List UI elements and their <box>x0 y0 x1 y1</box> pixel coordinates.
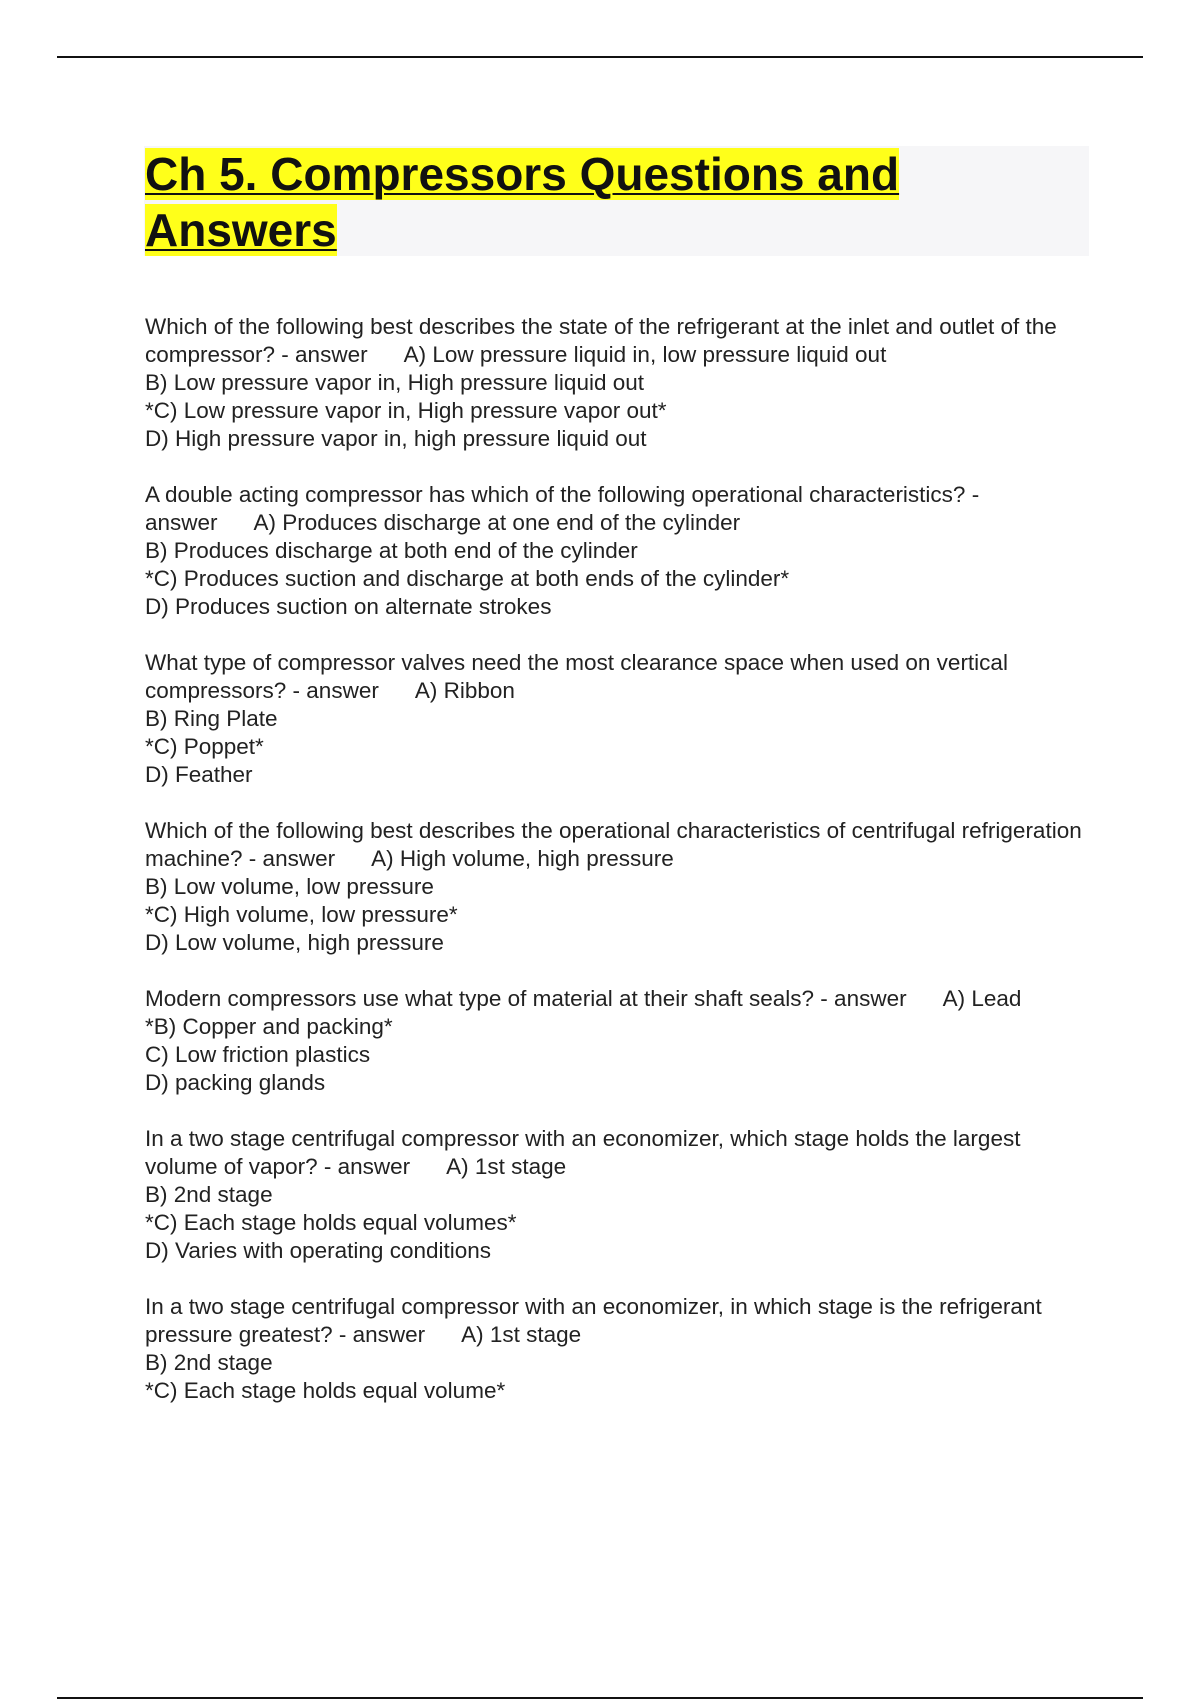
option-b: B) Ring Plate <box>145 706 278 731</box>
question-text: In a two stage centrifugal compressor with an economizer, which stage holds the largest volume of vapor? - answer <box>145 1126 1021 1179</box>
page-title: Ch 5. Compressors Questions and Answers <box>145 148 900 256</box>
option-d: D) packing glands <box>145 1070 326 1095</box>
option-b: *B) Copper and packing* <box>145 1014 393 1039</box>
option-d: D) Feather <box>145 762 253 787</box>
question-text: Modern compressors use what type of material at their shaft seals? - answer <box>145 986 907 1011</box>
option-b: B) Low volume, low pressure <box>145 874 434 899</box>
option-a: A) 1st stage <box>446 1154 567 1179</box>
option-a: A) High volume, high pressure <box>371 846 674 871</box>
option-a: A) Produces discharge at one end of the cylinder <box>253 510 741 535</box>
option-b: B) Low pressure vapor in, High pressure liquid out <box>145 370 644 395</box>
option-c: *C) Each stage holds equal volumes* <box>145 1210 517 1235</box>
option-c: *C) High volume, low pressure* <box>145 902 458 927</box>
option-d: D) High pressure vapor in, high pressure liquid out <box>145 426 647 451</box>
question-text: In a two stage centrifugal compressor with an economizer, in which stage is the refrigerant pressure greatest? - answer <box>145 1294 1042 1347</box>
option-d: D) Varies with operating conditions <box>145 1238 492 1263</box>
question-item <box>145 985 1095 1097</box>
option-b: B) 2nd stage <box>145 1182 273 1207</box>
top-rule <box>57 56 1143 58</box>
option-a: A) Ribbon <box>414 678 515 703</box>
option-a: A) Lead <box>942 986 1022 1011</box>
option-c: C) Low friction plastics <box>145 1042 371 1067</box>
question-item <box>145 649 1095 789</box>
question-item <box>145 313 1095 453</box>
question-text: A double acting compressor has which of the following operational characteristics? - answer <box>145 482 980 535</box>
option-a: A) Low pressure liquid in, low pressure liquid out <box>403 342 887 367</box>
question-item <box>145 1125 1095 1265</box>
option-d: D) Low volume, high pressure <box>145 930 444 955</box>
option-d: D) Produces suction on alternate strokes <box>145 594 552 619</box>
question-item <box>145 481 1095 621</box>
option-c: *C) Produces suction and discharge at both ends of the cylinder* <box>145 566 790 591</box>
option-c: *C) Poppet* <box>145 734 264 759</box>
question-text: What type of compressor valves need the most clearance space when used on vertical compressors? - answer <box>145 650 1008 703</box>
option-c: *C) Each stage holds equal volume* <box>145 1378 506 1403</box>
question-item <box>145 817 1095 957</box>
question-list <box>145 313 1095 1433</box>
option-b: B) Produces discharge at both end of the cylinder <box>145 538 638 563</box>
question-text: Which of the following best describes the state of the refrigerant at the inlet and outlet of the compressor? - answer <box>145 314 1057 367</box>
option-b: B) 2nd stage <box>145 1350 273 1375</box>
bottom-rule <box>57 1697 1143 1699</box>
option-c: *C) Low pressure vapor in, High pressure vapor out* <box>145 398 667 423</box>
option-a: A) 1st stage <box>461 1322 582 1347</box>
question-item <box>145 1293 1095 1405</box>
question-text: Which of the following best describes the operational characteristics of centrifugal refrigeration machine? - answer <box>145 818 1082 871</box>
